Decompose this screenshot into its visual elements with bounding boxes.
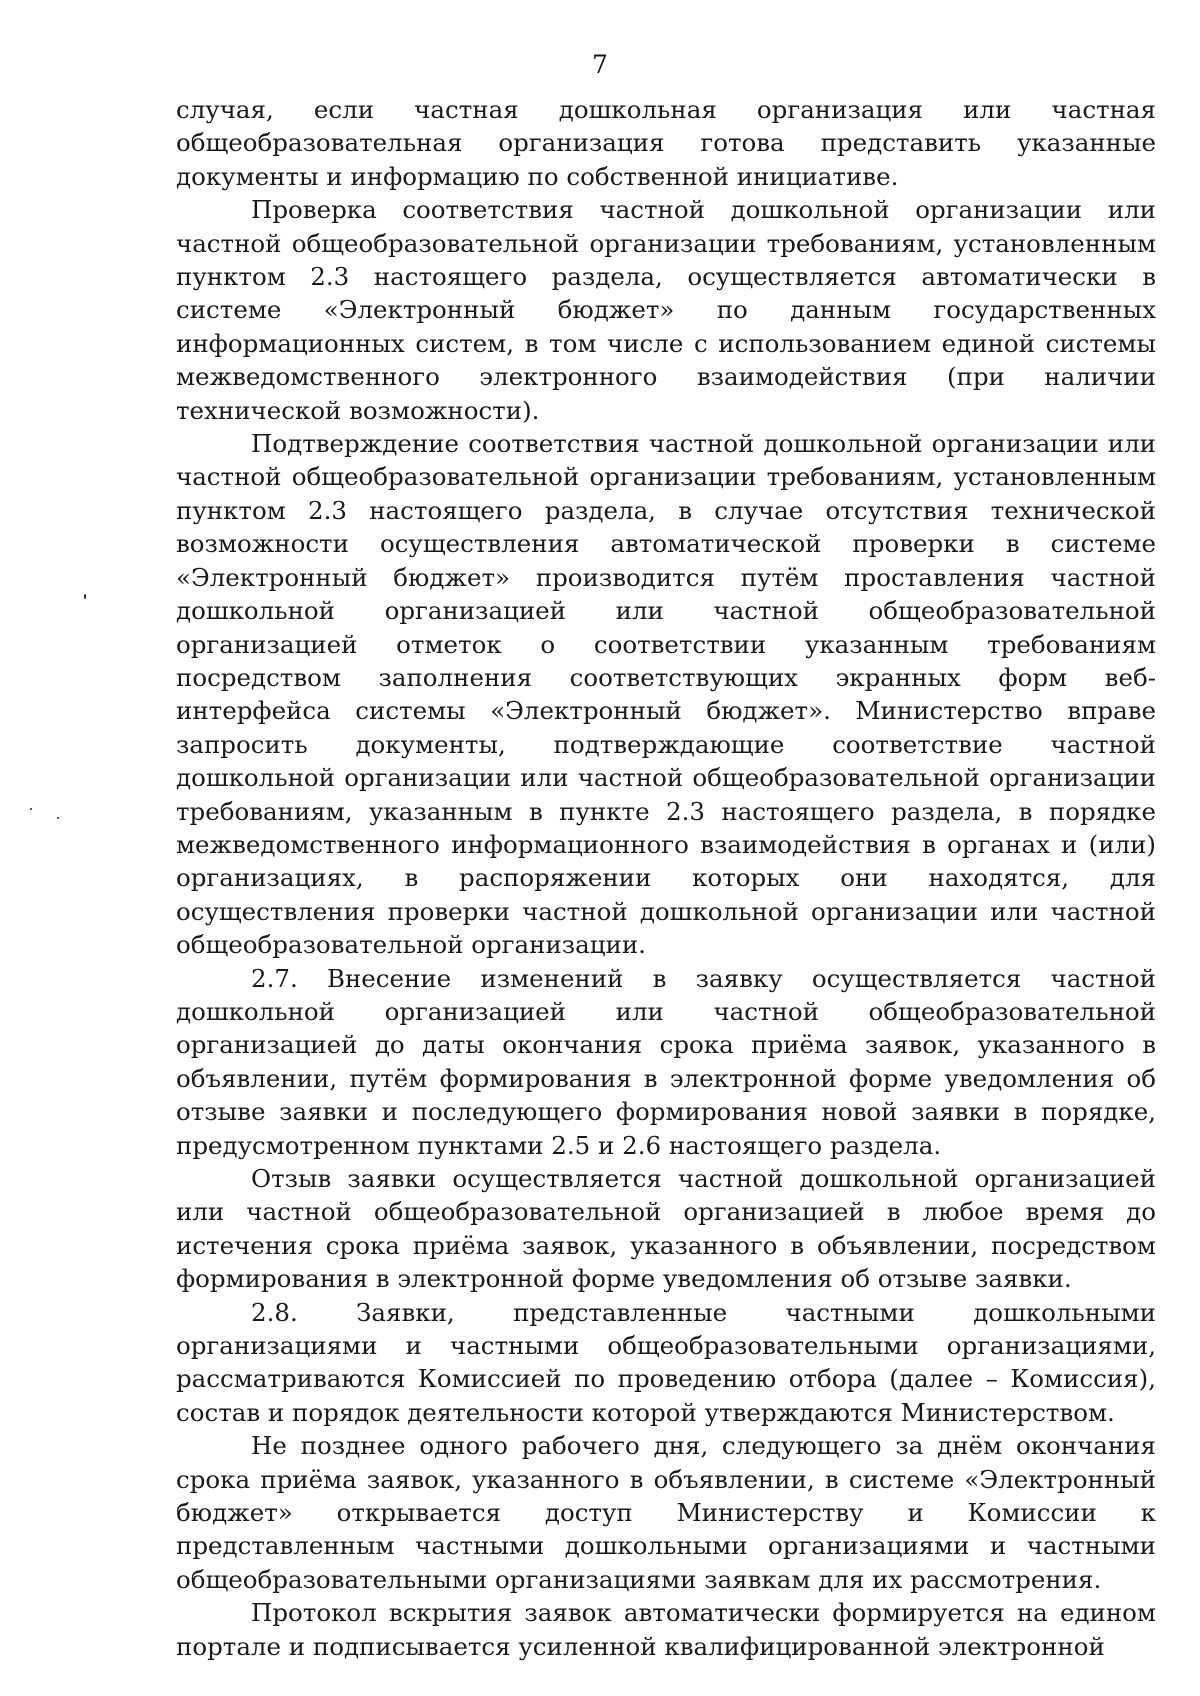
paragraph-continuation: случая, если частная дошкольная организация или частная общеобразовательная организация готова представить указанные документы и информацию по собственной инициативе. [176, 95, 1156, 191]
paragraph-verification: Проверка соответствия частной дошкольной организации или частной общеобразовательной организации требованиям, установленным пунктом 2.3 настоящего раздела, осуществляется автоматически в системе «Электронный бюджет» по данным государственных информационных систем, в том числе с использованием единой системы межведомственного электронного взаимодействия (при наличии технической возможности). [176, 195, 1156, 425]
paragraph-2-7: 2.7. Внесение изменений в заявку осуществляется частной дошкольной организацией или частной общеобразовательной организацией до даты окончания срока приёма заявок, указанного в объявлении, путём формирования в электронной форме уведомления об отзыве заявки и последующего формирования новой заявки в порядке, предусмотренном пунктами 2.5 и 2.6 настоящего раздела. [176, 963, 1156, 1160]
paragraph-confirmation: Подтверждение соответствия частной дошкольной организации или частной общеобразовательной организации требованиям, установленным пунктом 2.3 настоящего раздела, в случае отсутствия технической возможности осуществления автоматической проверки в системе «Электронный бюджет» производится путём проставления частной дошкольной организацией или частной общеобразовательной организацией отметок о соответствии указанным требованиям посредством заполнения соответствующих экранных форм веб-интерфейса системы «Электронный бюджет». Министерство вправе запросить документы, подтверждающие соответствие частной дошкольной организации или частной общеобразовательной организации требованиям, указанным в пункте 2.3 настоящего раздела, в порядке межведомственного информационного взаимодействия в органах и (или) организациях, в распоряжении которых они находятся, для осуществления проверки частной дошкольной организации или частной общеобразовательной организации. [176, 429, 1156, 960]
paragraph-access: Не позднее одного рабочего дня, следующего за днём окончания срока приёма заявок, указанного в объявлении, в системе «Электронный бюджет» открывается доступ Министерству и Комиссии к представленным частными дошкольными организациями и частными общеобразовательными организациями заявкам для их рассмотрения. [176, 1431, 1156, 1594]
paragraph-2-8: 2.8. Заявки, представленные частными дошкольными организациями и частными общеобразовательными организациями, рассматриваются Комиссией по проведению отбора (далее – Комиссия), состав и порядок деятельности которой утверждаются Министерством. [176, 1297, 1156, 1427]
page-number: 7 [592, 50, 608, 79]
scan-speck [84, 594, 86, 599]
paragraph-withdrawal: Отзыв заявки осуществляется частной дошкольной организацией или частной общеобразовательной организацией в любое время до истечения срока приёма заявок, указанного в объявлении, посредством формирования в электронной форме уведомления об отзыве заявки. [176, 1164, 1156, 1294]
scan-speck [30, 808, 32, 810]
scan-speck [57, 817, 59, 819]
document-body [176, 93, 1156, 1663]
paragraph-protocol: Протокол вскрытия заявок автоматически формируется на едином портале и подписывается усиленной квалифицированной электронной [176, 1598, 1156, 1661]
